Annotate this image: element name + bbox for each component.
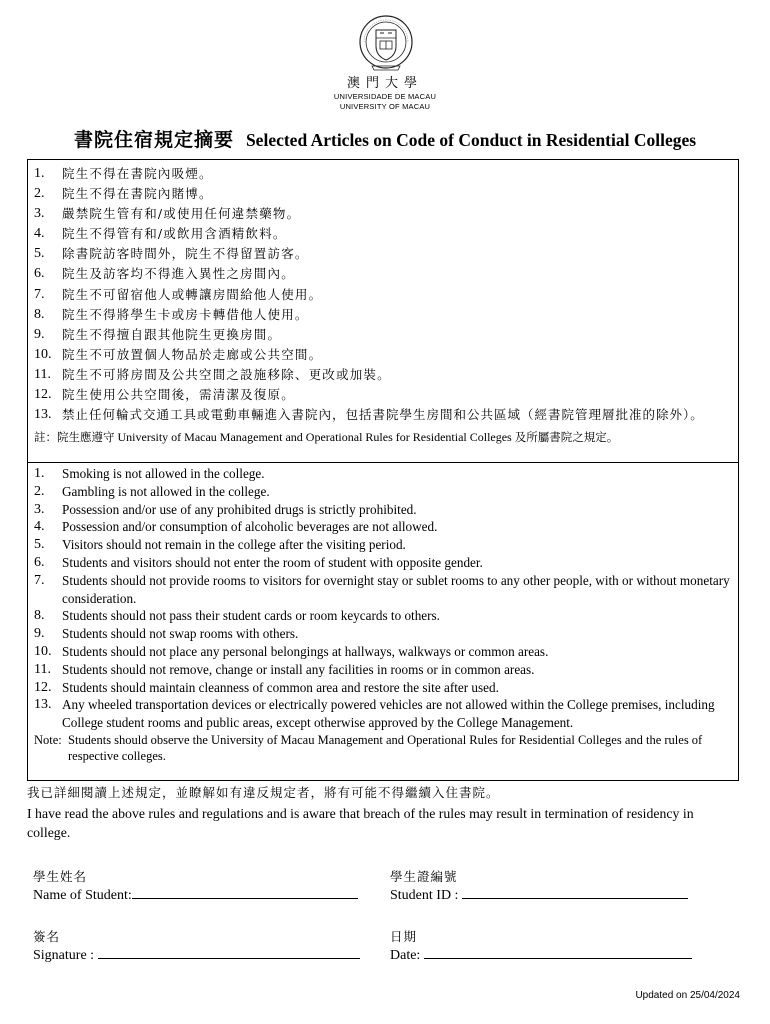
rule-text: 嚴禁院生管有和/或使用任何違禁藥物。	[62, 206, 301, 222]
rule-text: Students should not pass their student cards or room keycards to others.	[62, 608, 440, 624]
rule-text: 院生不得管有和/或飲用含酒精飲料。	[62, 226, 287, 242]
date-input[interactable]	[424, 946, 692, 959]
rule-number: 11.	[34, 366, 51, 382]
rule-item-zh	[34, 325, 732, 345]
rule-item-zh	[34, 164, 732, 184]
student-id-field	[390, 868, 688, 906]
rule-number: 4.	[34, 226, 45, 242]
signature-field	[33, 928, 360, 966]
rule-text: Possession and/or consumption of alcoholic beverages are not allowed.	[62, 519, 438, 535]
rule-text: Possession and/or use of any prohibited drugs is strictly prohibited.	[62, 501, 417, 517]
university-name-block	[0, 76, 770, 112]
rule-text: Any wheeled transportation devices or electrically powered vehicles are not allowed within the College premises, including College student rooms and public areas, except otherwise approved by the College Management.	[62, 697, 715, 731]
rule-item-en	[34, 536, 732, 554]
student-name-label-zh: 學生姓名	[33, 869, 88, 884]
date-label-en: Date:	[390, 948, 421, 963]
rule-number: 6.	[34, 554, 45, 570]
note-en-label: Note:	[34, 732, 62, 747]
rule-number: 7.	[34, 572, 45, 588]
rule-number: 4.	[34, 519, 45, 535]
rule-text: Students should not remove, change or install any facilities in rooms or in common areas.	[62, 661, 535, 677]
rule-number: 10.	[34, 346, 52, 362]
rule-text: Students and visitors should not enter the room of student with opposite gender.	[62, 554, 483, 570]
note-en-text: Students should observe the University of Macau Management and Operational Rules for Residential Colleges and the rules of respective colleges.	[68, 732, 703, 763]
rule-item-en	[34, 501, 732, 519]
note-zh-suffix: 及所屬書院之規定。	[514, 429, 619, 444]
rule-text: 院生不可將房間及公共空間之設施移除、更改或加裝。	[62, 366, 391, 382]
rule-item-en	[34, 625, 732, 643]
rule-number: 6.	[34, 266, 45, 282]
rule-number: 9.	[34, 326, 45, 342]
rule-text: 除書院訪客時間外，院生不得留置訪客。	[62, 246, 309, 262]
rule-item-en	[34, 661, 732, 679]
rule-number: 12.	[34, 679, 52, 695]
rule-text: 院生不可放置個人物品於走廊或公共空間。	[62, 346, 323, 362]
rule-item-zh	[34, 224, 732, 244]
rule-item-zh	[34, 184, 732, 204]
rule-text: 院生不得將學生卡或房卡轉借他人使用。	[62, 306, 309, 322]
rule-text: Students should maintain cleanness of common area and restore the site after used.	[62, 679, 499, 695]
rule-number: 12.	[34, 387, 52, 403]
rule-number: 3.	[34, 206, 45, 222]
rule-item-zh	[34, 305, 732, 325]
rule-number: 1.	[34, 166, 45, 181]
rule-text: Students should not provide rooms to visitors for overnight stay or sublet rooms to any other people, with or without monetary consideration.	[62, 572, 730, 606]
rule-text: Visitors should not remain in the college after the visiting period.	[62, 537, 406, 553]
rule-number: 9.	[34, 626, 45, 642]
rule-item-en	[34, 572, 732, 608]
rule-number: 8.	[34, 306, 45, 322]
rule-number: 7.	[34, 286, 45, 302]
student-name-input[interactable]	[132, 886, 358, 899]
university-crest-icon	[358, 14, 414, 74]
note-en	[34, 732, 732, 764]
page-title-en: Selected Articles on Code of Conduct in Residential Colleges	[245, 130, 697, 150]
note-zh-prefix: 註：院生應遵守	[34, 429, 115, 444]
rule-item-zh	[34, 365, 732, 385]
student-name-field	[33, 868, 358, 906]
rule-item-zh	[34, 204, 732, 224]
rule-item-en	[34, 483, 732, 501]
rule-text: Gambling is not allowed in the college.	[62, 483, 270, 499]
rule-item-en	[34, 696, 732, 732]
note-zh-middle: University of Macau Management and Operational Rules for Residential Colleges	[117, 429, 512, 444]
rule-text: Smoking is not allowed in the college.	[62, 466, 265, 481]
acknowledgement-en: I have read the above rules and regulations and is aware that breach of the rules may result in termination of residency in college.	[27, 806, 694, 840]
student-name-label-en: Name of Student:	[33, 888, 132, 903]
rule-text: Students should not place any personal belongings at hallways, walkways or common areas.	[62, 643, 549, 659]
rule-item-zh	[34, 285, 732, 305]
page-title	[0, 125, 770, 152]
signature-label-en: Signature :	[33, 948, 95, 963]
rule-text: 院生及訪客均不得進入異性之房間內。	[62, 266, 295, 282]
rule-item-zh	[34, 264, 732, 284]
university-name-en: UNIVERSITY OF MACAU	[339, 102, 431, 111]
page-title-zh: 書院住宿規定摘要	[73, 129, 234, 151]
rule-item-en	[34, 554, 732, 572]
rule-item-zh	[34, 405, 732, 426]
signature-input[interactable]	[98, 946, 360, 959]
rules-box-zh	[27, 159, 739, 463]
rule-number: 5.	[34, 537, 45, 553]
rule-item-zh	[34, 385, 732, 405]
rule-item-en	[34, 643, 732, 661]
rule-number: 11.	[34, 661, 51, 677]
rule-item-en	[34, 518, 732, 536]
rule-item-en	[34, 679, 732, 697]
student-id-label-en: Student ID :	[390, 888, 459, 903]
rule-item-en	[34, 465, 732, 483]
rule-number: 5.	[34, 246, 45, 262]
rule-number: 10.	[34, 643, 52, 659]
rule-text: 院生不得在書院內吸煙。	[62, 166, 213, 181]
student-id-label-zh: 學生證編號	[390, 869, 458, 884]
rule-number: 8.	[34, 608, 45, 624]
rule-number: 2.	[34, 483, 45, 499]
rules-box-en	[27, 462, 739, 781]
rule-number: 13.	[34, 407, 52, 423]
rule-text: Students should not swap rooms with others.	[62, 626, 299, 642]
date-field	[390, 928, 692, 966]
rule-item-zh	[34, 345, 732, 365]
rule-text: 院生不可留宿他人或轉讓房間給他人使用。	[62, 286, 323, 302]
rule-text: 院生使用公共空間後，需清潔及復原。	[62, 387, 295, 403]
rule-number: 13.	[34, 697, 52, 713]
signature-label-zh: 簽名	[33, 929, 61, 944]
rule-number: 2.	[34, 186, 45, 202]
rule-text: 院生不得擅自跟其他院生更換房間。	[62, 326, 282, 342]
updated-date: Updated on 25/04/2024	[635, 990, 740, 1001]
student-id-input[interactable]	[462, 886, 688, 899]
rule-text: 禁止任何輪式交通工具或電動車輛進入書院內，包括書院學生房間和公共區域（經書院管理層批准的除外）。	[62, 407, 704, 423]
rule-text: 院生不得在書院內賭博。	[62, 186, 213, 202]
rule-item-en	[34, 607, 732, 625]
acknowledgement-zh: 我已詳細閱讀上述規定，並瞭解如有違反規定者，將有可能不得繼續入住書院。	[27, 785, 500, 800]
rule-number: 1.	[34, 466, 45, 481]
rule-item-zh	[34, 244, 732, 264]
note-zh	[34, 428, 732, 446]
rule-number: 3.	[34, 501, 45, 517]
university-name-zh: 澳門大學	[346, 76, 423, 91]
university-name-pt: UNIVERSIDADE DE MACAU	[333, 92, 437, 101]
date-label-zh: 日期	[390, 929, 418, 944]
